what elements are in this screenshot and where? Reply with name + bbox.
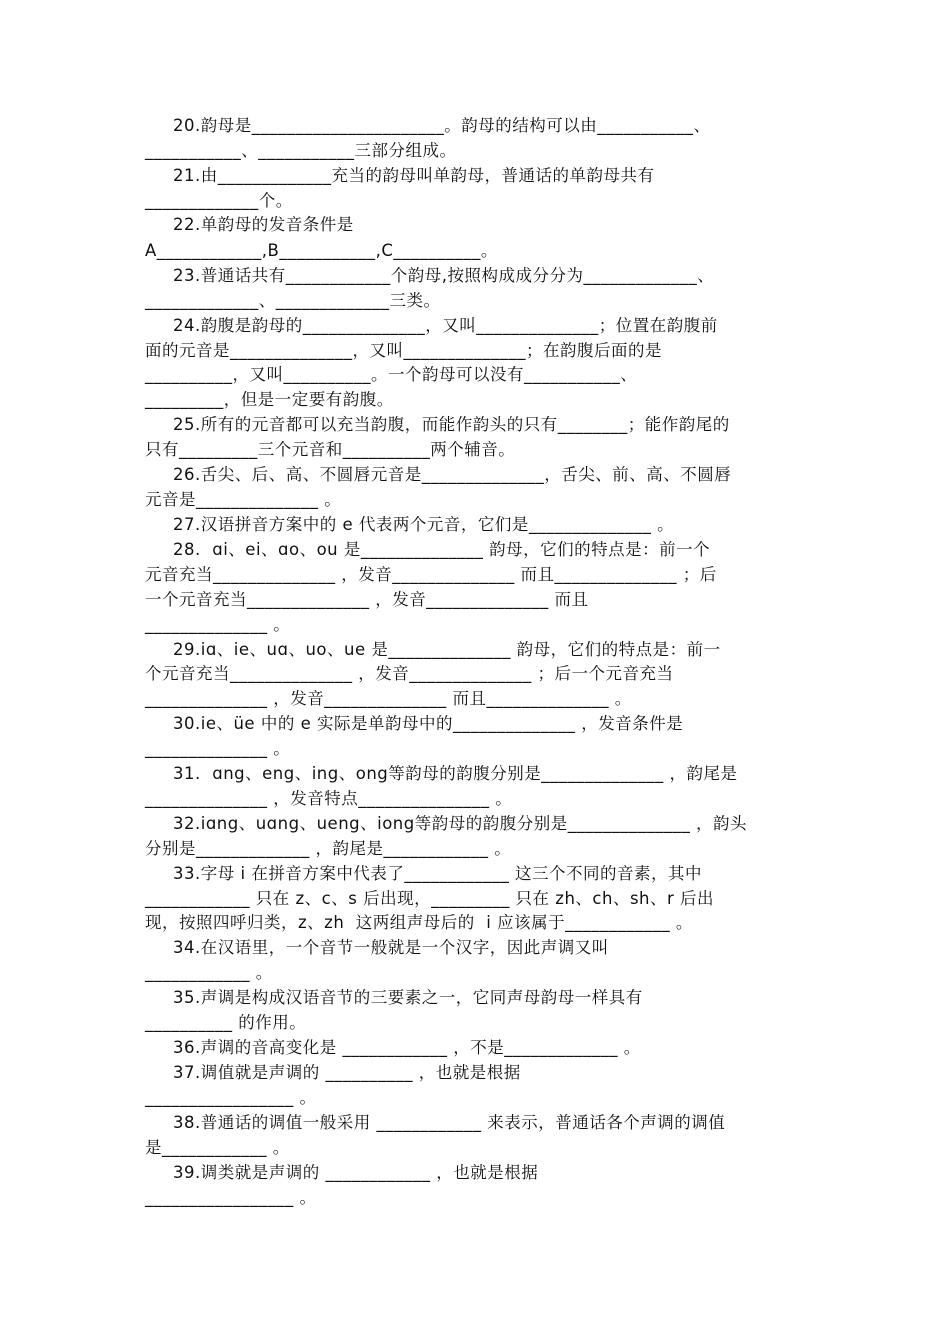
question-line: ___________、___________三部分组成。	[145, 141, 457, 160]
question-line: 20.韵母是______________________。韵母的结构可以由___________、	[173, 116, 711, 135]
question-line: ____________ 。	[145, 963, 273, 982]
question-line: __________ 的作用。	[145, 1013, 307, 1032]
question-line: 28. ɑi、ei、ɑo、ou 是______________ 韵母，它们的特点是：前一个	[173, 540, 711, 559]
question-line: ____________ 只在 z、c、s 后出现，_________ 只在 zh、ch、sh、r 后出	[145, 889, 715, 908]
question-line: ______________ 。	[145, 615, 291, 634]
question-line: 36.声调的音高变化是 ____________ ，不是_____________ 。	[173, 1038, 641, 1057]
question-line: _____________个。	[145, 191, 293, 210]
question-line: 32.iɑng、uɑng、ueng、iong等韵母的韵腹分别是______________ ，韵头	[173, 814, 747, 833]
question-line: _________________ 。	[145, 1088, 317, 1107]
question-line: 38.普通话的调值一般采用 ____________ 来表示，普通话各个声调的调值	[173, 1113, 726, 1132]
question-line: 33.字母 i 在拼音方案中代表了____________ 这三个不同的音素，其中	[173, 864, 703, 883]
question-line: 元音是______________ 。	[145, 490, 342, 509]
question-line: 个元音充当______________ ，发音______________ ；后一个元音充当	[145, 664, 674, 683]
question-line: 29.iɑ、ie、uɑ、uo、ue 是______________ 韵母，它们的特点是：前一	[173, 640, 721, 659]
question-line: 面的元音是______________，又叫______________；在韵腹后面的是	[145, 341, 662, 360]
question-line: 现，按照四呼归类，z、zh 这两组声母后的 i 应该属于____________ 。	[145, 913, 693, 932]
question-line: 21.由_____________充当的韵母叫单韵母，普通话的单韵母共有	[173, 166, 655, 185]
question-line: 35.声调是构成汉语音节的三要素之一，它同声母韵母一样具有	[173, 988, 643, 1007]
question-line: 分别是_____________ ，韵尾是____________ 。	[145, 839, 512, 858]
question-line: _________________ 。	[145, 1188, 317, 1207]
question-line: 25.所有的元音都可以充当韵腹，而能作韵头的只有________；能作韵尾的	[173, 415, 730, 434]
question-line: 22.单韵母的发音条件是	[173, 215, 354, 234]
question-line: 是____________ 。	[145, 1138, 290, 1157]
question-line: 27.汉语拼音方案中的 e 代表两个元音，它们是______________ 。	[173, 515, 675, 534]
question-line: 23.普通话共有____________个韵母,按照构成成分分为_____________、	[173, 266, 715, 285]
question-line: ______________ ，发音特点_______________ 。	[145, 789, 513, 808]
question-line: ______________ 。	[145, 739, 291, 758]
question-line: _________，但是一定要有韵腹。	[145, 390, 394, 409]
question-line: 24.韵腹是韵母的______________，又叫______________；位置在韵腹前	[173, 316, 718, 335]
question-line: 26.舌尖、后、高、不圆唇元音是______________，舌尖、前、高、不圆唇	[173, 465, 732, 484]
question-line: 一个元音充当______________ ，发音______________ 而且	[145, 590, 589, 609]
question-line: 30.ie、üe 中的 e 实际是单韵母中的______________ ，发音条件是	[173, 714, 684, 733]
question-line: A____________,B___________,C__________。	[145, 241, 498, 260]
question-line: 34.在汉语里，一个音节一般就是一个汉字，因此声调又叫	[173, 938, 609, 957]
question-line: 元音充当______________ ，发音______________ 而且______________ ；后	[145, 565, 717, 584]
question-line: 31. ɑng、eng、ing、ong等韵母的韵腹分别是______________ ，韵尾是	[173, 764, 738, 783]
question-line: 只有_________三个元音和__________两个辅音。	[145, 440, 516, 459]
question-line: 39.调类就是声调的 ____________ ，也就是根据	[173, 1163, 539, 1182]
question-line: __________，又叫__________。一个韵母可以没有___________、	[145, 365, 638, 384]
question-line: _____________、_____________三类。	[145, 291, 441, 310]
question-line: ______________ ，发音______________ 而且______________ 。	[145, 689, 632, 708]
question-line: 37.调值就是声调的 __________ ，也就是根据	[173, 1063, 521, 1082]
